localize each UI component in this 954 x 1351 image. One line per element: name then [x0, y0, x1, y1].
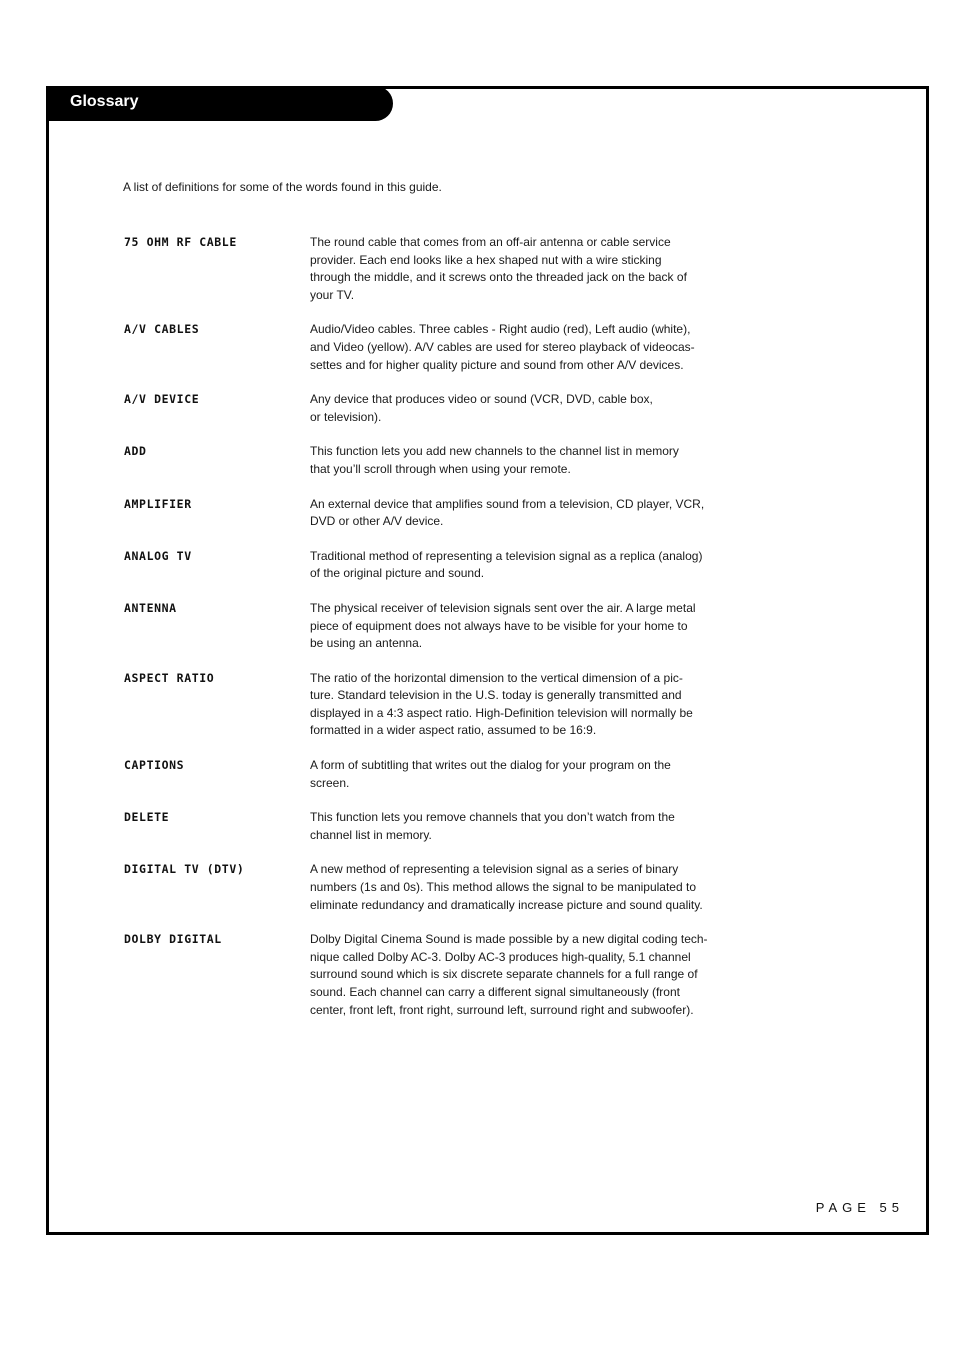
- definition-line: formatted in a wider aspect ratio, assumed to be 16:9.: [310, 723, 597, 738]
- glossary-definition: [310, 670, 740, 740]
- glossary-entry: [124, 321, 764, 374]
- definition-line: The ratio of the horizontal dimension to the vertical dimension of a pic-: [310, 670, 683, 685]
- glossary-term: ANALOG TV: [124, 548, 192, 563]
- definition-line: nique called Dolby AC-3. Dolby AC-3 produces high-quality, 5.1 channel: [310, 949, 691, 964]
- glossary-definition: [310, 391, 740, 426]
- definition-line: DVD or other A/V device.: [310, 514, 444, 529]
- page-number: PAGE 55: [815, 1200, 904, 1215]
- definition-line: eliminate redundancy and dramatically increase picture and sound quality.: [310, 897, 703, 912]
- glossary-entry: [124, 861, 764, 914]
- glossary-term: ASPECT RATIO: [124, 670, 215, 685]
- definition-line: ture. Standard television in the U.S. today is generally transmitted and: [310, 688, 682, 703]
- definition-line: sound. Each channel can carry a different signal simultaneously (front: [310, 985, 680, 999]
- definition-line: surround sound which is six discrete separate channels for a full range of: [310, 967, 698, 982]
- glossary-entry: [124, 496, 764, 531]
- glossary-definition: [310, 548, 740, 583]
- definition-line: that you’ll scroll through when using your remote.: [310, 461, 571, 476]
- glossary-entry: [124, 548, 764, 583]
- definition-line: and Video (yellow). A/V cables are used for stereo playback of videocas-: [310, 339, 695, 354]
- definition-line: of the original picture and sound.: [310, 566, 485, 581]
- glossary-term: DOLBY DIGITAL: [124, 932, 222, 947]
- glossary-definition: [310, 757, 740, 792]
- definition-line: Audio/Video cables. Three cables - Right audio (red), Left audio (white),: [310, 322, 691, 337]
- definition-line: displayed in a 4:3 aspect ratio. High-Definition television will normally be: [310, 705, 693, 720]
- glossary-term: ADD: [124, 444, 147, 459]
- glossary-term: DIGITAL TV (DTV): [124, 862, 245, 877]
- glossary-entry: [124, 600, 764, 653]
- definition-line: or television).: [310, 409, 382, 424]
- definition-line: be using an antenna.: [310, 636, 423, 651]
- glossary-term: 75 OHM RF CABLE: [124, 235, 237, 249]
- definition-line: This function lets you add new channels to the channel list in memory: [310, 444, 679, 459]
- glossary-term: A/V DEVICE: [124, 392, 200, 407]
- section-tab: [46, 86, 393, 121]
- glossary-entry: [124, 391, 764, 426]
- page-title: Glossary: [70, 93, 139, 110]
- definition-line: piece of equipment does not always have to be visible for your home to: [310, 618, 688, 633]
- glossary-entry: [124, 809, 764, 844]
- intro-text: A list of definitions for some of the words found in this guide.: [123, 180, 442, 194]
- glossary-term: A/V CABLES: [124, 322, 200, 337]
- glossary-definition: [310, 234, 740, 304]
- definition-line: The physical receiver of television signals sent over the air. A large metal: [310, 600, 696, 615]
- definition-line: your TV.: [310, 287, 355, 302]
- glossary-entry: [124, 443, 764, 478]
- glossary-definition: [310, 861, 740, 914]
- glossary-definition: [310, 809, 740, 844]
- glossary-entry: [124, 234, 764, 304]
- definition-line: The round cable that comes from an off-air antenna or cable service: [310, 235, 671, 249]
- glossary-entry: [124, 931, 764, 1019]
- glossary-definition: [310, 600, 740, 653]
- glossary-definition: [310, 496, 740, 531]
- definition-line: Any device that produces video or sound (VCR, DVD, cable box,: [310, 392, 653, 407]
- glossary-entry: [124, 670, 764, 740]
- definition-line: An external device that amplifies sound from a television, CD player, VCR,: [310, 496, 705, 511]
- glossary-term: DELETE: [124, 810, 170, 825]
- definition-line: Dolby Digital Cinema Sound is made possible by a new digital coding tech-: [310, 932, 708, 947]
- glossary-term: CAPTIONS: [124, 758, 185, 773]
- definition-line: screen.: [310, 775, 350, 790]
- definition-line: provider. Each end looks like a hex shaped nut with a wire sticking: [310, 252, 662, 267]
- glossary-definition: [310, 443, 740, 478]
- glossary-list: [124, 234, 764, 1036]
- definition-line: A form of subtitling that writes out the dialog for your program on the: [310, 758, 671, 773]
- definition-line: This function lets you remove channels that you don’t watch from the: [310, 810, 675, 825]
- definition-line: A new method of representing a television signal as a series of binary: [310, 862, 679, 877]
- definition-line: center, front left, front right, surround left, surround right and subwoofer).: [310, 1002, 694, 1017]
- definition-line: numbers (1s and 0s). This method allows the signal to be manipulated to: [310, 880, 696, 895]
- glossary-term: AMPLIFIER: [124, 496, 192, 511]
- definition-line: settes and for higher quality picture and sound from other A/V devices.: [310, 357, 684, 372]
- definition-line: through the middle, and it screws onto the threaded jack on the back of: [310, 270, 687, 285]
- glossary-definition: [310, 321, 740, 374]
- glossary-entry: [124, 757, 764, 792]
- glossary-definition: [310, 931, 740, 1019]
- definition-line: Traditional method of representing a television signal as a replica (analog): [310, 548, 703, 563]
- glossary-term: ANTENNA: [124, 600, 177, 615]
- definition-line: channel list in memory.: [310, 827, 432, 842]
